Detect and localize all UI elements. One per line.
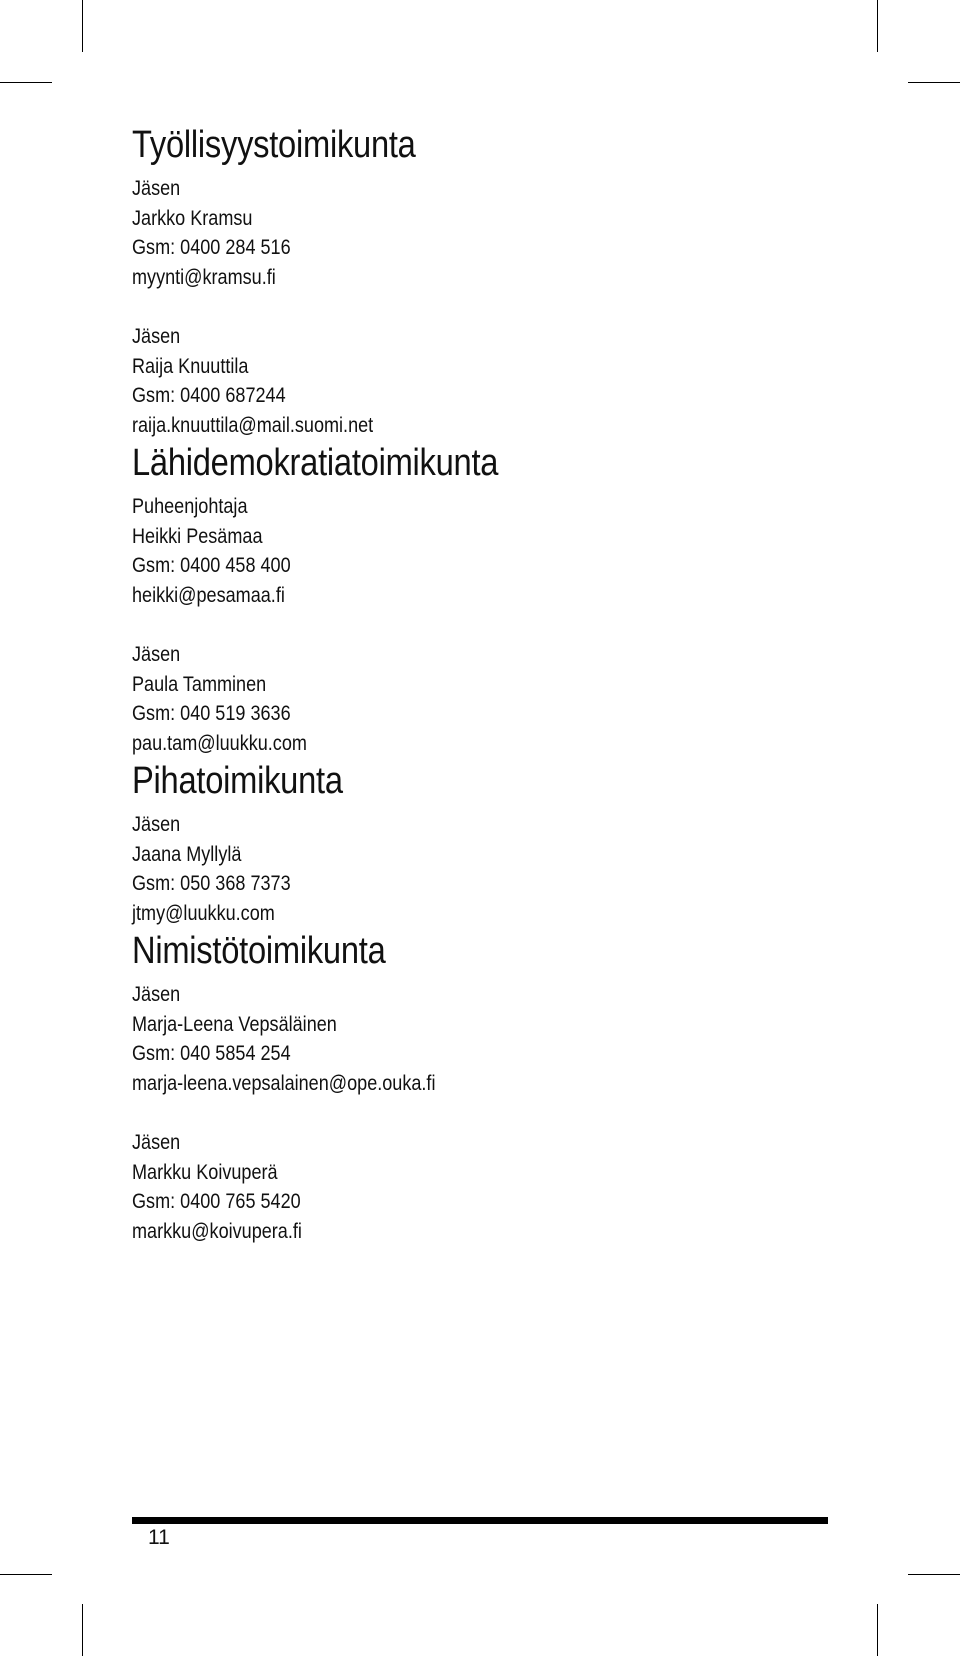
member-phone: Gsm: 040 5854 254 bbox=[132, 1042, 291, 1065]
member-name: Marja-Leena Vepsäläinen bbox=[132, 1012, 337, 1036]
member-role: Puheenjohtaja bbox=[132, 495, 248, 518]
member-name: Raija Knuuttila bbox=[132, 354, 249, 378]
page-number: 11 bbox=[148, 1526, 170, 1549]
member-entry bbox=[132, 322, 734, 440]
member-email: markku@koivupera.fi bbox=[132, 1219, 302, 1243]
member-email: heikki@pesamaa.fi bbox=[132, 583, 285, 607]
committee-list bbox=[132, 122, 734, 1246]
crop-mark bbox=[0, 82, 52, 83]
crop-mark bbox=[82, 1604, 83, 1656]
member-email: pau.tam@luukku.com bbox=[132, 731, 307, 755]
member-role: Jäsen bbox=[132, 983, 181, 1006]
member-role: Jäsen bbox=[132, 643, 181, 666]
crop-mark bbox=[0, 1574, 52, 1575]
crop-mark bbox=[877, 1604, 878, 1656]
member-entry bbox=[132, 640, 734, 758]
member-role: Jäsen bbox=[132, 325, 181, 348]
member-email: jtmy@luukku.com bbox=[132, 901, 275, 925]
member-email: myynti@kramsu.fi bbox=[132, 265, 276, 289]
committee-section bbox=[132, 122, 734, 440]
crop-mark bbox=[877, 0, 878, 52]
member-role: Jäsen bbox=[132, 177, 181, 200]
crop-mark bbox=[908, 82, 960, 83]
member-entry bbox=[132, 810, 734, 928]
member-name: Markku Koivuperä bbox=[132, 1160, 278, 1184]
committee-title: Työllisyystoimikunta bbox=[132, 124, 416, 166]
member-role: Jäsen bbox=[132, 813, 181, 836]
member-entry bbox=[132, 492, 734, 610]
member-name: Paula Tamminen bbox=[132, 672, 267, 696]
committee-title: Pihatoimikunta bbox=[132, 760, 343, 802]
member-entry bbox=[132, 174, 734, 292]
committee-title: Lähidemokratiatoimikunta bbox=[132, 442, 499, 484]
committee-section bbox=[132, 440, 734, 758]
member-phone: Gsm: 040 519 3636 bbox=[132, 702, 291, 725]
member-role: Jäsen bbox=[132, 1131, 181, 1154]
member-phone: Gsm: 050 368 7373 bbox=[132, 872, 291, 895]
member-entry bbox=[132, 1128, 734, 1246]
committee-section bbox=[132, 928, 734, 1246]
member-name: Heikki Pesämaa bbox=[132, 524, 263, 548]
member-phone: Gsm: 0400 458 400 bbox=[132, 554, 291, 577]
member-email: marja-leena.vepsalainen@ope.ouka.fi bbox=[132, 1071, 436, 1095]
footer-rule bbox=[132, 1517, 828, 1524]
crop-mark bbox=[908, 1574, 960, 1575]
member-email: raija.knuuttila@mail.suomi.net bbox=[132, 413, 374, 437]
member-phone: Gsm: 0400 284 516 bbox=[132, 236, 291, 259]
member-name: Jarkko Kramsu bbox=[132, 206, 253, 230]
member-phone: Gsm: 0400 687244 bbox=[132, 384, 286, 407]
member-entry bbox=[132, 980, 734, 1098]
member-phone: Gsm: 0400 765 5420 bbox=[132, 1190, 301, 1213]
member-name: Jaana Myllylä bbox=[132, 842, 242, 866]
crop-mark bbox=[82, 0, 83, 52]
committee-section bbox=[132, 758, 734, 928]
committee-title: Nimistötoimikunta bbox=[132, 930, 386, 972]
